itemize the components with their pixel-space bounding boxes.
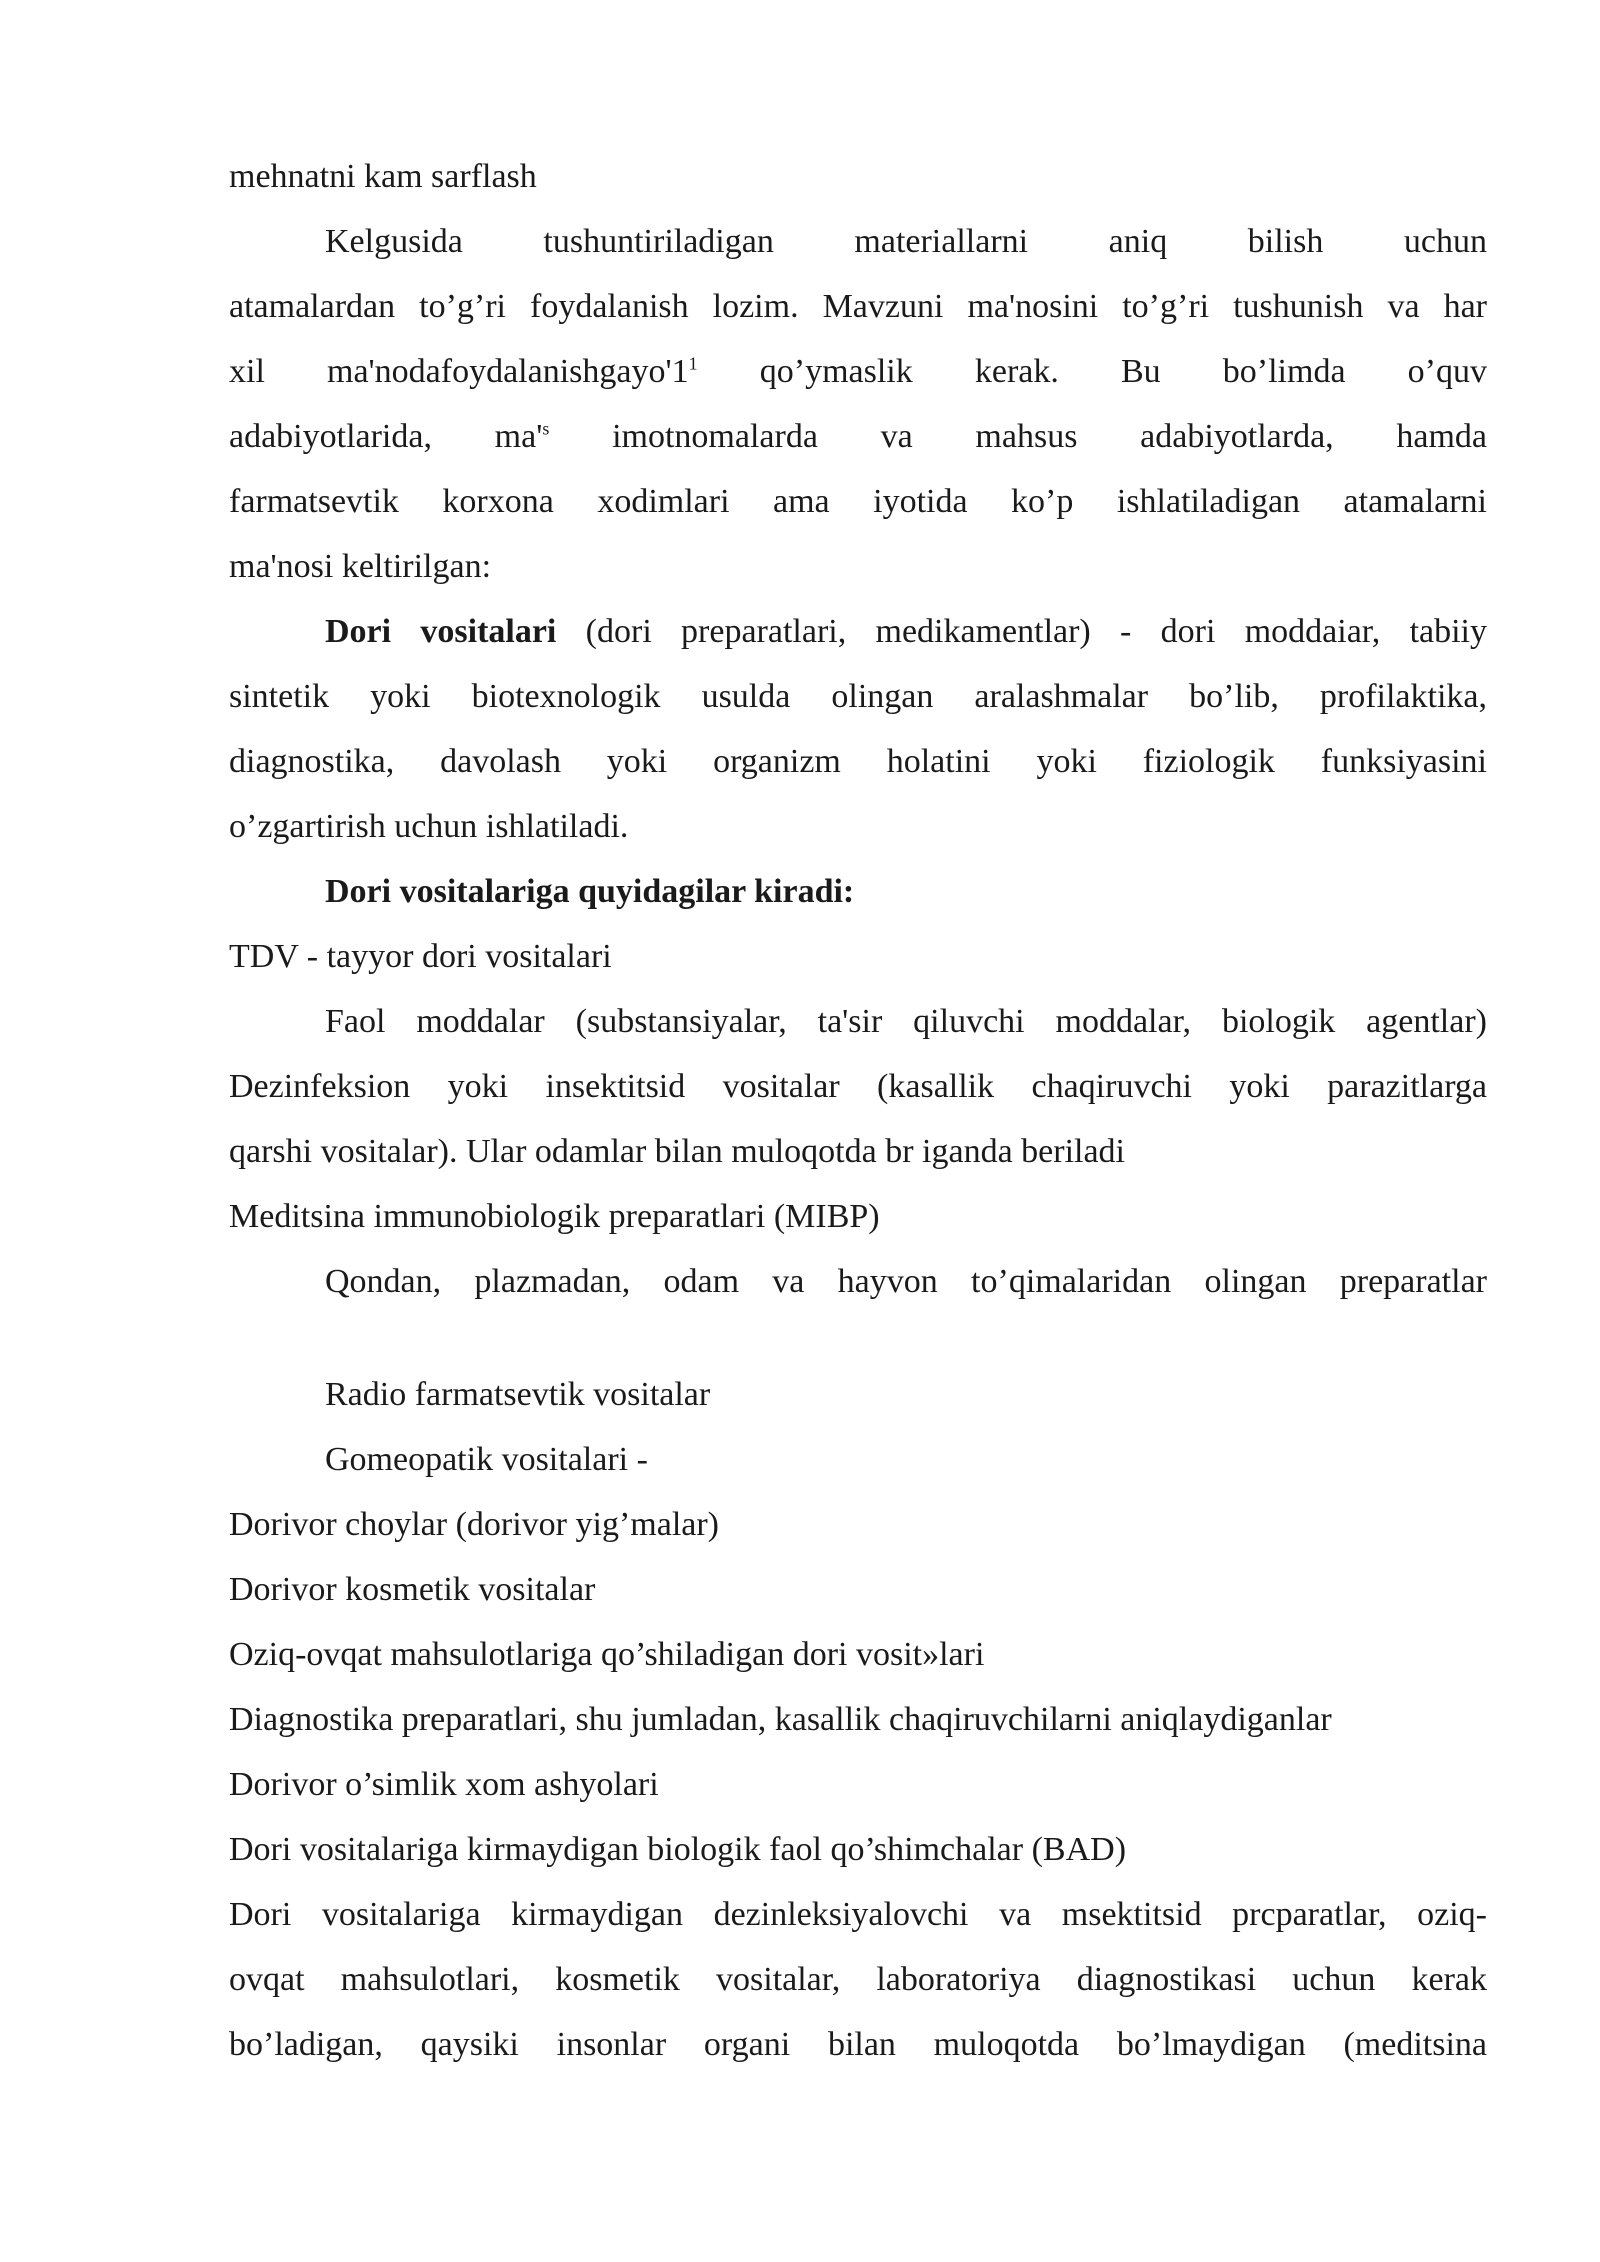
text-line bbox=[229, 339, 1487, 404]
superscript: s bbox=[542, 418, 550, 439]
list-item: Dori vositalariga kirmaydigan biologik faol qo’shimchalar (BAD) bbox=[229, 1831, 1127, 1868]
text-line: atamalardan to’g’ri foydalanish lozim. Mavzuni ma'nosini to’g’ri tushunish va har bbox=[229, 288, 1487, 325]
text-fragment: adabiyotlarida, ma' bbox=[229, 418, 543, 455]
list-item: Dorivor o’simlik xom ashyolari bbox=[229, 1766, 659, 1803]
list-item: Meditsina immunobiologik preparatlari (MIBP) bbox=[229, 1198, 880, 1235]
section-heading: Dori vositalariga quyidagilar kiradi: bbox=[325, 873, 855, 910]
text-line: o’zgartirish uchun ishlatiladi. bbox=[229, 808, 629, 845]
list-item: Radio farmatsevtik vositalar bbox=[325, 1376, 711, 1413]
text-line: farmatsevtik korxona xodimlari ama iyotida ko’p ishlatiladigan atamalarni bbox=[229, 483, 1487, 520]
text-line: Kelgusida tushuntiriladigan materiallarni aniq bilish uchun bbox=[325, 223, 1487, 260]
text-fragment: qo’ymaslik kerak. Bu bo’limda o’quv bbox=[697, 353, 1487, 390]
text-line: sintetik yoki biotexnologik usulda olingan aralashmalar bo’lib, profilaktika, bbox=[229, 678, 1487, 715]
superscript: 1 bbox=[688, 353, 698, 374]
text-line bbox=[229, 404, 1487, 469]
term-heading: Dori vositalari bbox=[325, 613, 557, 650]
document-page bbox=[229, 144, 1487, 2077]
list-item: Dori vositalariga kirmaydigan dezinleksiyalovchi va msektitsid prcparatlar, oziq- bbox=[229, 1896, 1487, 1933]
list-item: qarshi vositalar). Ular odamlar bilan muloqotda br iganda beriladi bbox=[229, 1133, 1126, 1170]
text-fragment: xil ma'nodafoydalanishgayo'1 bbox=[229, 353, 689, 390]
text-line: mehnatni kam sarflash bbox=[229, 158, 537, 195]
text-line bbox=[229, 599, 1487, 664]
list-item: Dorivor kosmetik vositalar bbox=[229, 1571, 596, 1608]
text-line: diagnostika, davolash yoki organizm holatini yoki fiziologik funksiyasini bbox=[229, 743, 1487, 780]
text-fragment: (dori preparatlari, medikamentlar) - dori moddaiar, tabiiy bbox=[556, 613, 1487, 650]
text-line: ma'nosi keltirilgan: bbox=[229, 548, 492, 585]
list-item: Diagnostika preparatlari, shu jumladan, kasallik chaqiruvchilarni aniqlaydiganlar bbox=[229, 1701, 1332, 1738]
list-item: TDV - tayyor dori vositalari bbox=[229, 938, 612, 975]
list-item: Gomeopatik vositalari - bbox=[325, 1441, 648, 1478]
text-line: bo’ladigan, qaysiki insonlar organi bilan muloqotda bo’lmaydigan (meditsina bbox=[229, 2026, 1487, 2063]
list-item: Dorivor choylar (dorivor yig’malar) bbox=[229, 1506, 719, 1543]
list-item: Qondan, plazmadan, odam va hayvon to’qimalaridan olingan preparatlar bbox=[325, 1263, 1487, 1300]
paragraph-gap bbox=[229, 1314, 1487, 1362]
text-line: ovqat mahsulotlari, kosmetik vositalar, laboratoriya diagnostikasi uchun kerak bbox=[229, 1961, 1487, 1998]
list-item: Dezinfeksion yoki insektitsid vositalar (kasallik chaqiruvchi yoki parazitlarga bbox=[229, 1068, 1487, 1105]
list-item: Faol moddalar (substansiyalar, ta'sir qiluvchi moddalar, biologik agentlar) bbox=[325, 1003, 1487, 1040]
text-fragment: imotnomalarda va mahsus adabiyotlarda, hamda bbox=[549, 418, 1487, 455]
list-item: Oziq-ovqat mahsulotlariga qo’shiladigan dori vosit»lari bbox=[229, 1636, 985, 1673]
